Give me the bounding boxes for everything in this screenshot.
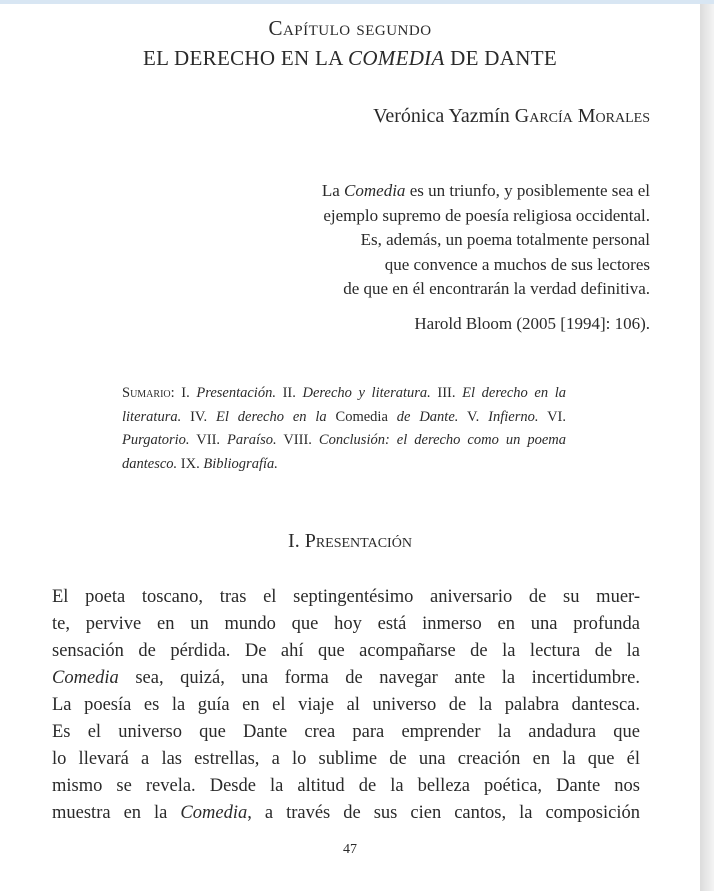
summary-num: VIII. — [276, 432, 319, 448]
body-line: Es el universo que Dante crea para emprender la andadura que — [52, 722, 640, 742]
body-line: te, pervive en un mundo que hoy está inmerso en una profunda — [52, 614, 640, 634]
author-surname: García Morales — [514, 105, 650, 127]
summary-item: Infierno. — [488, 408, 539, 425]
title-prefix: EL DERECHO EN LA — [143, 46, 349, 70]
body-italic: Comedia — [180, 803, 248, 823]
summary-item: Paraíso. — [227, 432, 277, 448]
page-edge-shadow — [700, 4, 714, 891]
summary-item: Purgatorio. — [122, 432, 190, 448]
epigraph-line: ejemplo supremo de poesía religiosa occidental. — [323, 205, 650, 225]
epigraph-text: es un triunfo, y posiblemente sea el — [405, 181, 650, 200]
summary-item: El derecho en la literatura. — [122, 385, 567, 425]
epigraph-line: que convence a muchos de sus lectores — [384, 254, 650, 274]
epigraph-line — [230, 179, 650, 204]
epigraph-text: La — [321, 181, 345, 200]
chapter-title — [0, 46, 700, 71]
summary-label: Sumario: — [122, 385, 175, 401]
body-line: La poesía es la guía en el viaje al universo de la palabra dantesca. — [52, 695, 640, 715]
page-number: 47 — [343, 842, 357, 857]
summary-item: Conclusión: el derecho como un poema dantesco. — [122, 432, 566, 472]
body-line: lo llevará a las estrellas, a lo sublime de una creación en la que él — [52, 749, 640, 769]
chapter-label: Capítulo segundo — [268, 16, 432, 40]
body-text: muestra en la — [52, 803, 181, 823]
summary-num: V. — [458, 408, 489, 425]
body-line — [52, 665, 640, 692]
summary-item: Presentación. — [196, 385, 276, 401]
summary-upright: Comedia — [335, 408, 388, 425]
summary-item: Bibliografía. — [203, 455, 278, 472]
title-suffix: DE DANTE — [444, 46, 557, 70]
body-line: El poeta toscano, tras el septingentésimo aniversario de su muer- — [52, 587, 640, 607]
summary-num: IX. — [177, 455, 204, 472]
body-line: mismo se revela. Desde la altitud de la belleza poética, Dante nos — [52, 776, 640, 796]
summary-num: I. — [174, 385, 197, 401]
summary-item: de Dante. — [387, 408, 459, 425]
title-italic: COMEDIA — [348, 46, 445, 70]
summary — [122, 382, 566, 476]
body-line: sensación de pérdida. De ahí que acompañarse de la lectura de la — [52, 641, 640, 661]
body-paragraph — [52, 584, 640, 827]
summary-num: II. — [275, 385, 303, 401]
body-italic: Comedia — [52, 668, 119, 688]
body-line — [52, 800, 640, 827]
section-heading: I. Presentación — [288, 530, 412, 552]
epigraph-line: Es, además, un poema totalmente personal — [360, 230, 650, 249]
summary-num: VII. — [189, 432, 228, 448]
author-name — [373, 105, 650, 128]
summary-item: El derecho en la — [216, 408, 336, 425]
epigraph — [230, 179, 650, 336]
summary-num: IV. — [181, 408, 217, 425]
epigraph-italic: Comedia — [344, 181, 406, 200]
body-text: , a través de sus cien cantos, la composición — [247, 803, 640, 823]
summary-num: III. — [430, 385, 463, 401]
epigraph-citation: Harold Bloom (2005 [1994]: 106). — [414, 313, 650, 333]
author-given-name: Verónica Yazmín — [373, 105, 515, 127]
epigraph-line: de que en él encontrarán la verdad definitiva. — [343, 279, 650, 298]
summary-item: Derecho y literatura. — [302, 385, 431, 401]
body-text: sea, quizá, una forma de navegar ante la incertidumbre. — [118, 668, 640, 688]
summary-num: VI. — [538, 408, 567, 425]
